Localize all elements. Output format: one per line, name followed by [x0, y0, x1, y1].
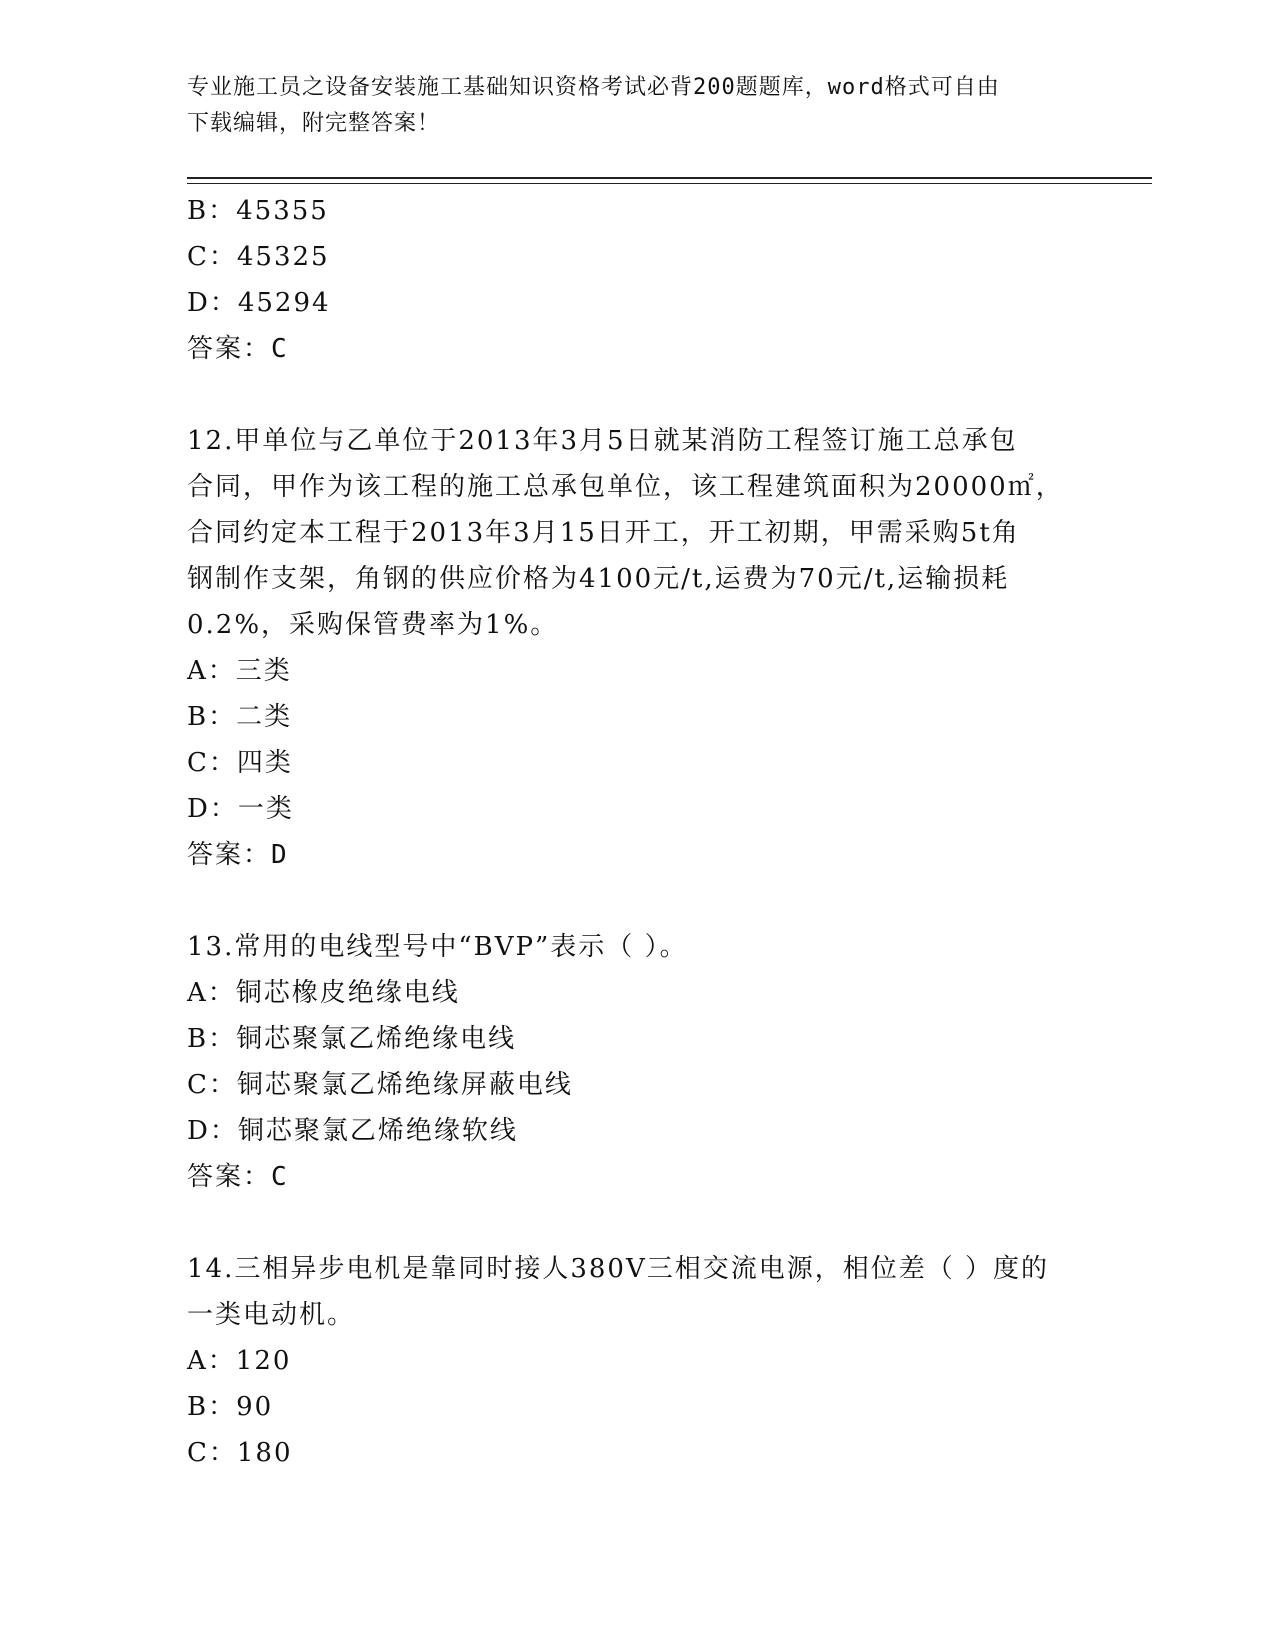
- answer: 答案：C: [187, 1162, 289, 1192]
- option-d: D：铜芯聚氯乙烯绝缘软线: [187, 1116, 518, 1146]
- question-stem: [187, 924, 1087, 970]
- option-d: D：一类: [187, 794, 294, 824]
- option-c: C：180: [187, 1438, 293, 1468]
- option-c: C：铜芯聚氯乙烯绝缘屏蔽电线: [187, 1070, 573, 1100]
- stem-line: 合同约定本工程于2013年3月15日开工，开工初期，甲需采购5t角: [187, 518, 1020, 548]
- question-stem: [187, 1246, 1087, 1338]
- spacer: [187, 878, 1087, 924]
- option-a: A：铜芯橡皮绝缘电线: [187, 978, 460, 1008]
- question-14: [187, 1246, 1087, 1476]
- option-c: C：四类: [187, 748, 293, 778]
- option-b: B：二类: [187, 702, 293, 732]
- question-13: [187, 924, 1087, 1200]
- header-line-2: 下载编辑，附完整答案！: [187, 111, 441, 136]
- option-c: C：45325: [187, 242, 330, 272]
- question-content: [187, 188, 1087, 1476]
- question-12: [187, 418, 1087, 878]
- stem-line: 钢制作支架，角钢的供应价格为4100元/t,运费为70元/t,运输损耗: [187, 564, 1010, 594]
- question-11-tail: [187, 188, 1087, 372]
- document-header: [187, 70, 1087, 142]
- option-b: B：45355: [187, 196, 329, 226]
- stem-line: 14.三相异步电机是靠同时接人380V三相交流电源，相位差（ ）度的: [187, 1254, 1050, 1284]
- option-a: A：三类: [187, 656, 292, 686]
- stem-line: 一类电动机。: [187, 1300, 356, 1330]
- answer: 答案：C: [187, 334, 289, 364]
- spacer: [187, 372, 1087, 418]
- option-b: B：铜芯聚氯乙烯绝缘电线: [187, 1024, 517, 1054]
- header-divider-thick: [187, 177, 1152, 179]
- answer: 答案：D: [187, 840, 289, 870]
- stem-line: 13.常用的电线型号中“BVP”表示（ ）。: [187, 932, 688, 962]
- question-stem: [187, 418, 1087, 648]
- header-line-1: 专业施工员之设备安装施工基础知识资格考试必背200题题库，word格式可自由: [187, 75, 1000, 100]
- stem-line: 合同，甲作为该工程的施工总承包单位，该工程建筑面积为20000㎡，: [187, 472, 1064, 502]
- spacer: [187, 1200, 1087, 1246]
- option-b: B：90: [187, 1392, 274, 1422]
- header-divider-thin: [187, 183, 1152, 184]
- stem-line: 0.2%，采购保管费率为1%。: [187, 610, 559, 640]
- stem-line: 12.甲单位与乙单位于2013年3月5日就某消防工程签订施工总承包: [187, 426, 1018, 456]
- option-d: D：45294: [187, 288, 331, 318]
- option-a: A：120: [187, 1346, 292, 1376]
